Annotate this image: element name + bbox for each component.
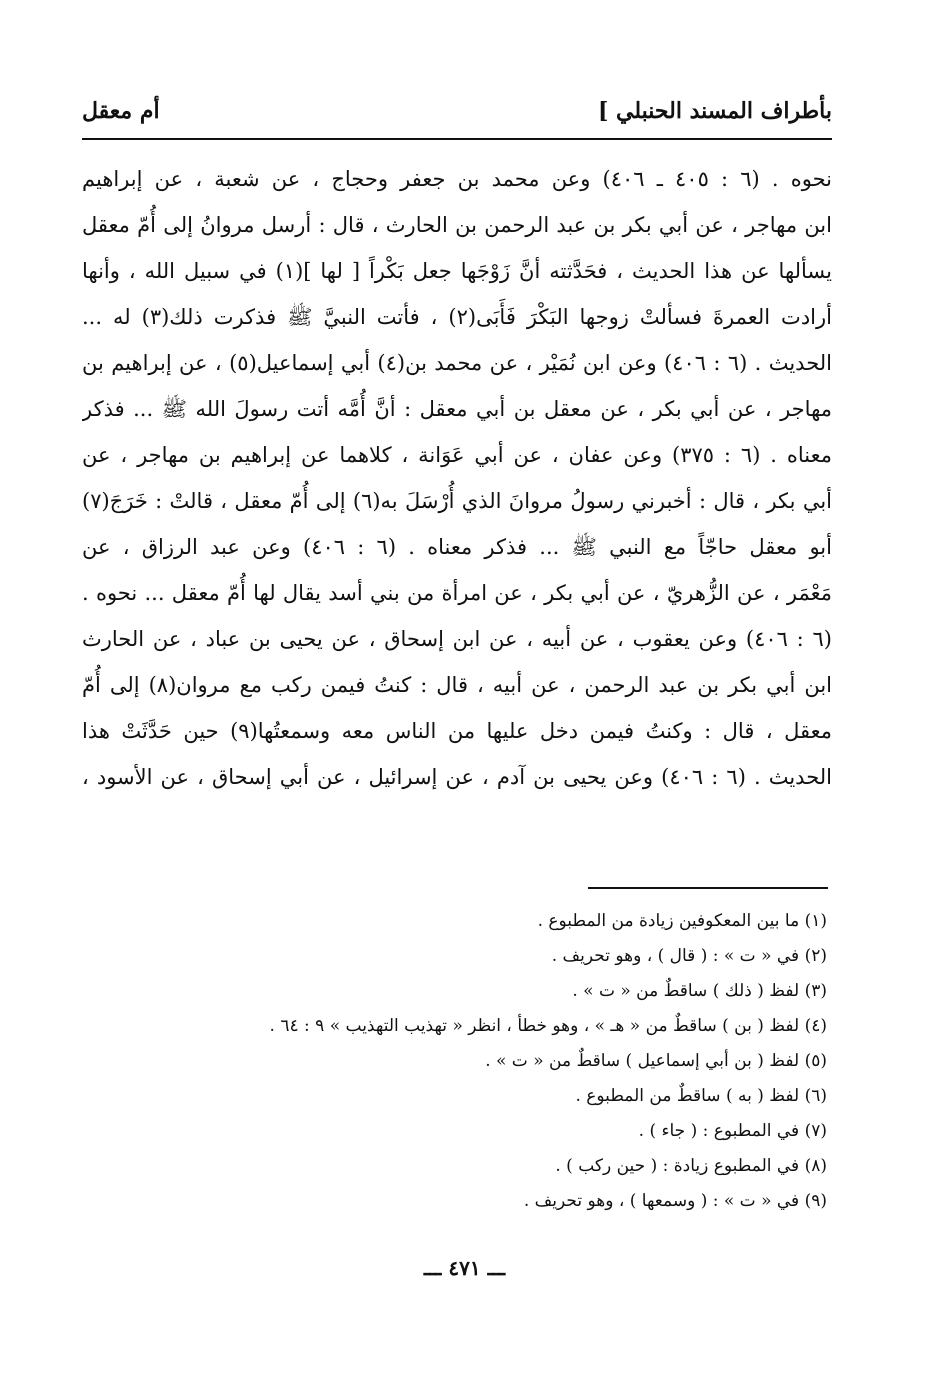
section-title: أم معقل — [82, 98, 160, 124]
text-line: أبي بكر ، قال : أخبرني رسولُ مروانَ الذي أُرْسَلَ به(٦) إلى أُمّ معقل ، قالتْ : خَرَجَ(٧) — [82, 489, 832, 513]
text-line: معقل ، قال : وكنتُ فيمن دخل عليها من الناس معه وسمعتُها(٩) حين حَدَّثَتْ هذا — [82, 719, 832, 743]
main-text — [82, 156, 832, 800]
text-line: ابن مهاجر ، عن أبي بكر بن عبد الرحمن بن الحارث ، قال : أرسل مروانُ إلى أُمّ معقل — [82, 213, 832, 237]
footnote: (٤) لفظ ( بن ) ساقطٌ من « هـ » ، وهو خطأ ، انظر « تهذيب التهذيب » ٩ : ٦٤ . — [269, 1016, 827, 1036]
footnote: (٧) في المطبوع : ( جاء ) . — [638, 1121, 827, 1141]
text-line: مَعْمَر ، عن الزُّهريّ ، عن أبي بكر ، عن امرأة من بني أسد يقال لها أُمّ معقل ... نحوه . — [82, 581, 832, 605]
running-header — [82, 98, 832, 134]
footnote: (٦) لفظ ( به ) ساقطٌ من المطبوع . — [575, 1086, 827, 1106]
text-line: مهاجر ، عن أبي بكر ، عن معقل بن أبي معقل : أنَّ أُمَّه أتت رسولَ الله ﷺ ... فذكر — [82, 397, 832, 421]
text-line: أرادت العمرةَ فسألتْ زوجها البَكْرَ فَأَبَى(٢) ، فأتت النبيَّ ﷺ فذكرت ذلك(٣) له ... — [82, 305, 832, 329]
text-line: ابن أبي بكر بن عبد الرحمن ، عن أبيه ، قال : كنتُ فيمن ركب مع مروان(٨) إلى أُمّ — [82, 673, 832, 697]
footnote: (٩) في « ت » : ( وسمعها ) ، وهو تحريف . — [523, 1191, 827, 1211]
text-line: نحوه . (٦ : ٤٠٥ ـ ٤٠٦) وعن محمد بن جعفر وحجاج ، عن شعبة ، عن إبراهيم — [82, 167, 832, 191]
text-line: أبو معقل حاجّاً مع النبي ﷺ ... فذكر معناه . (٦ : ٤٠٦) وعن عبد الرزاق ، عن — [82, 535, 832, 559]
book-title: بأطراف المسند الحنبلي ] — [597, 98, 832, 124]
footnote: (٨) في المطبوع زيادة : ( حين ركب ) . — [555, 1156, 827, 1176]
footnote: (١) ما بين المعكوفين زيادة من المطبوع . — [537, 911, 827, 931]
text-line: (٦ : ٤٠٦) وعن يعقوب ، عن أبيه ، عن ابن إسحاق ، عن يحيى بن عباد ، عن الحارث — [82, 627, 832, 651]
text-line: يسألها عن هذا الحديث ، فحَدَّثته أنَّ زَوْجَها جعل بَكْراً [ لها ](١) في سبيل الله ، وأنها — [82, 259, 832, 283]
text-line: الحديث . (٦ : ٤٠٦) وعن يحيى بن آدم ، عن إسرائيل ، عن أبي إسحاق ، عن الأسود ، — [82, 765, 832, 789]
page-number: ـــ ٤٧١ ـــ — [423, 1256, 506, 1280]
text-line: الحديث . (٦ : ٤٠٦) وعن ابن نُمَيْر ، عن محمد بن(٤) أبي إسماعيل(٥) ، عن إبراهيم بن — [82, 351, 832, 375]
footnotes — [82, 904, 827, 1219]
footnote-divider — [588, 887, 828, 889]
footnote: (٢) في « ت » : ( قال ) ، وهو تحريف . — [551, 946, 827, 966]
header-divider — [82, 138, 832, 140]
footnote: (٥) لفظ ( بن أبي إسماعيل ) ساقطٌ من « ت » . — [485, 1051, 827, 1071]
footnote: (٣) لفظ ( ذلك ) ساقطٌ من « ت » . — [572, 981, 827, 1001]
text-line: معناه . (٦ : ٣٧٥) وعن عفان ، عن أبي عَوَانة ، كلاهما عن إبراهيم بن مهاجر ، عن — [82, 443, 832, 467]
